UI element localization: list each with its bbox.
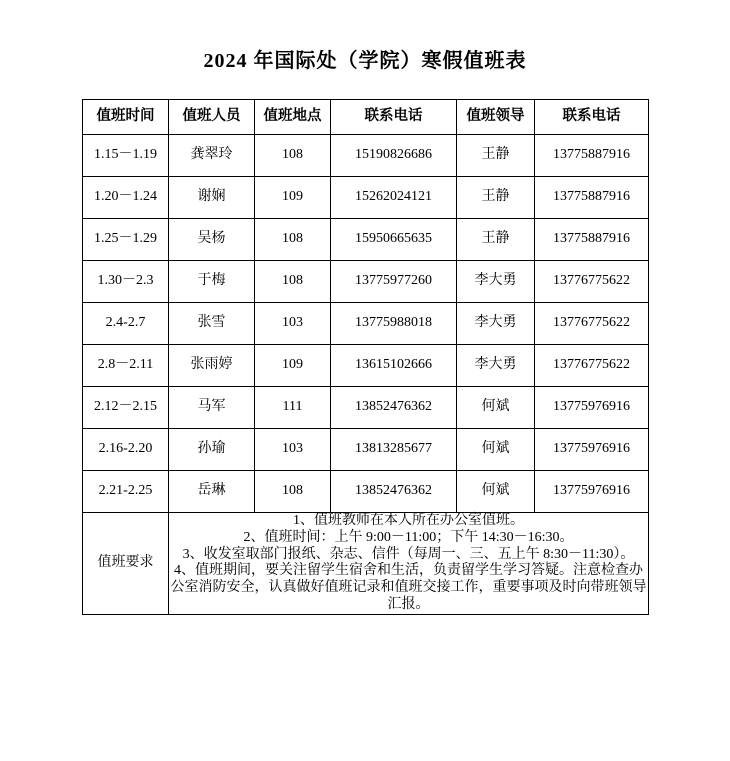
- column-header-duty-time: 值班时间: [83, 100, 169, 135]
- cell-duty-time: 2.16-2.20: [83, 429, 169, 471]
- cell-duty-leader: 李大勇: [457, 345, 535, 387]
- table-row: [83, 177, 649, 219]
- table-row: [83, 387, 649, 429]
- cell-duty-leader: 王静: [457, 177, 535, 219]
- column-header-contact-phone: 联系电话: [331, 100, 457, 135]
- cell-duty-time: 2.8－2.11: [83, 345, 169, 387]
- cell-contact-phone: 15190826686: [331, 135, 457, 177]
- table-row: [83, 345, 649, 387]
- cell-duty-place: 108: [255, 135, 331, 177]
- requirements-body: [169, 513, 649, 615]
- requirements-label: 值班要求: [83, 513, 169, 615]
- cell-duty-person: 岳琳: [169, 471, 255, 513]
- cell-contact-phone: 13852476362: [331, 471, 457, 513]
- cell-duty-place: 103: [255, 429, 331, 471]
- column-header-duty-place: 值班地点: [255, 100, 331, 135]
- cell-contact-phone: 15262024121: [331, 177, 457, 219]
- cell-duty-leader: 李大勇: [457, 303, 535, 345]
- cell-leader-phone: 13775887916: [535, 219, 649, 261]
- cell-duty-leader: 何斌: [457, 387, 535, 429]
- cell-duty-place: 109: [255, 177, 331, 219]
- requirement-line-2: 2、值班时间：上午 9:00－11:00；下午 14:30－16:30。: [243, 529, 574, 545]
- duty-schedule-table: [82, 99, 649, 615]
- table-header-row: [83, 100, 649, 135]
- cell-duty-time: 1.30－2.3: [83, 261, 169, 303]
- cell-duty-person: 孙瑜: [169, 429, 255, 471]
- table-row: [83, 135, 649, 177]
- cell-duty-person: 吴杨: [169, 219, 255, 261]
- table-row: [83, 219, 649, 261]
- cell-duty-person: 马军: [169, 387, 255, 429]
- cell-leader-phone: 13776775622: [535, 345, 649, 387]
- cell-duty-person: 于梅: [169, 261, 255, 303]
- table-row: [83, 303, 649, 345]
- table-row: [83, 429, 649, 471]
- cell-leader-phone: 13775976916: [535, 387, 649, 429]
- cell-duty-place: 109: [255, 345, 331, 387]
- cell-duty-place: 111: [255, 387, 331, 429]
- cell-contact-phone: 13615102666: [331, 345, 457, 387]
- cell-duty-place: 108: [255, 219, 331, 261]
- cell-duty-person: 张雨婷: [169, 345, 255, 387]
- cell-duty-time: 2.21-2.25: [83, 471, 169, 513]
- cell-duty-leader: 王静: [457, 135, 535, 177]
- cell-leader-phone: 13775887916: [535, 135, 649, 177]
- document-page: [0, 44, 730, 761]
- requirements-row: [83, 513, 649, 615]
- cell-leader-phone: 13775887916: [535, 177, 649, 219]
- table-row: [83, 471, 649, 513]
- table-body: [83, 135, 649, 615]
- cell-duty-time: 1.20－1.24: [83, 177, 169, 219]
- cell-duty-time: 1.25－1.29: [83, 219, 169, 261]
- column-header-duty-leader: 值班领导: [457, 100, 535, 135]
- column-header-leader-phone: 联系电话: [535, 100, 649, 135]
- cell-leader-phone: 13775976916: [535, 471, 649, 513]
- cell-duty-leader: 何斌: [457, 429, 535, 471]
- cell-duty-place: 108: [255, 261, 331, 303]
- cell-duty-leader: 何斌: [457, 471, 535, 513]
- cell-leader-phone: 13776775622: [535, 303, 649, 345]
- requirement-line-4: 4、值班期间，要关注留学生宿舍和生活，负责留学生学习答疑。注意检查办公室消防安全，认真做好值班记录和值班交接工作，重要事项及时向带班领导汇报。: [170, 563, 647, 612]
- requirement-line-3: 3、收发室取部门报纸、杂志、信件（每周一、三、五上午 8:30－11:30）。: [182, 546, 635, 562]
- cell-contact-phone: 13852476362: [331, 387, 457, 429]
- table-row: [83, 261, 649, 303]
- cell-contact-phone: 13775988018: [331, 303, 457, 345]
- cell-duty-person: 龚翠玲: [169, 135, 255, 177]
- cell-contact-phone: 15950665635: [331, 219, 457, 261]
- cell-duty-place: 108: [255, 471, 331, 513]
- page-title: 2024 年国际处（学院）寒假值班表: [203, 50, 527, 72]
- cell-duty-time: 2.4-2.7: [83, 303, 169, 345]
- cell-leader-phone: 13776775622: [535, 261, 649, 303]
- cell-leader-phone: 13775976916: [535, 429, 649, 471]
- cell-duty-person: 张雪: [169, 303, 255, 345]
- cell-duty-leader: 李大勇: [457, 261, 535, 303]
- table-header: [83, 100, 649, 135]
- cell-contact-phone: 13813285677: [331, 429, 457, 471]
- cell-duty-leader: 王静: [457, 219, 535, 261]
- column-header-duty-person: 值班人员: [169, 100, 255, 135]
- cell-duty-time: 2.12－2.15: [83, 387, 169, 429]
- cell-duty-place: 103: [255, 303, 331, 345]
- cell-duty-person: 谢娴: [169, 177, 255, 219]
- requirement-line-1: 1、值班教师在本人所在办公室值班。: [293, 513, 524, 528]
- cell-contact-phone: 13775977260: [331, 261, 457, 303]
- cell-duty-time: 1.15－1.19: [83, 135, 169, 177]
- duty-table-container: [82, 99, 648, 615]
